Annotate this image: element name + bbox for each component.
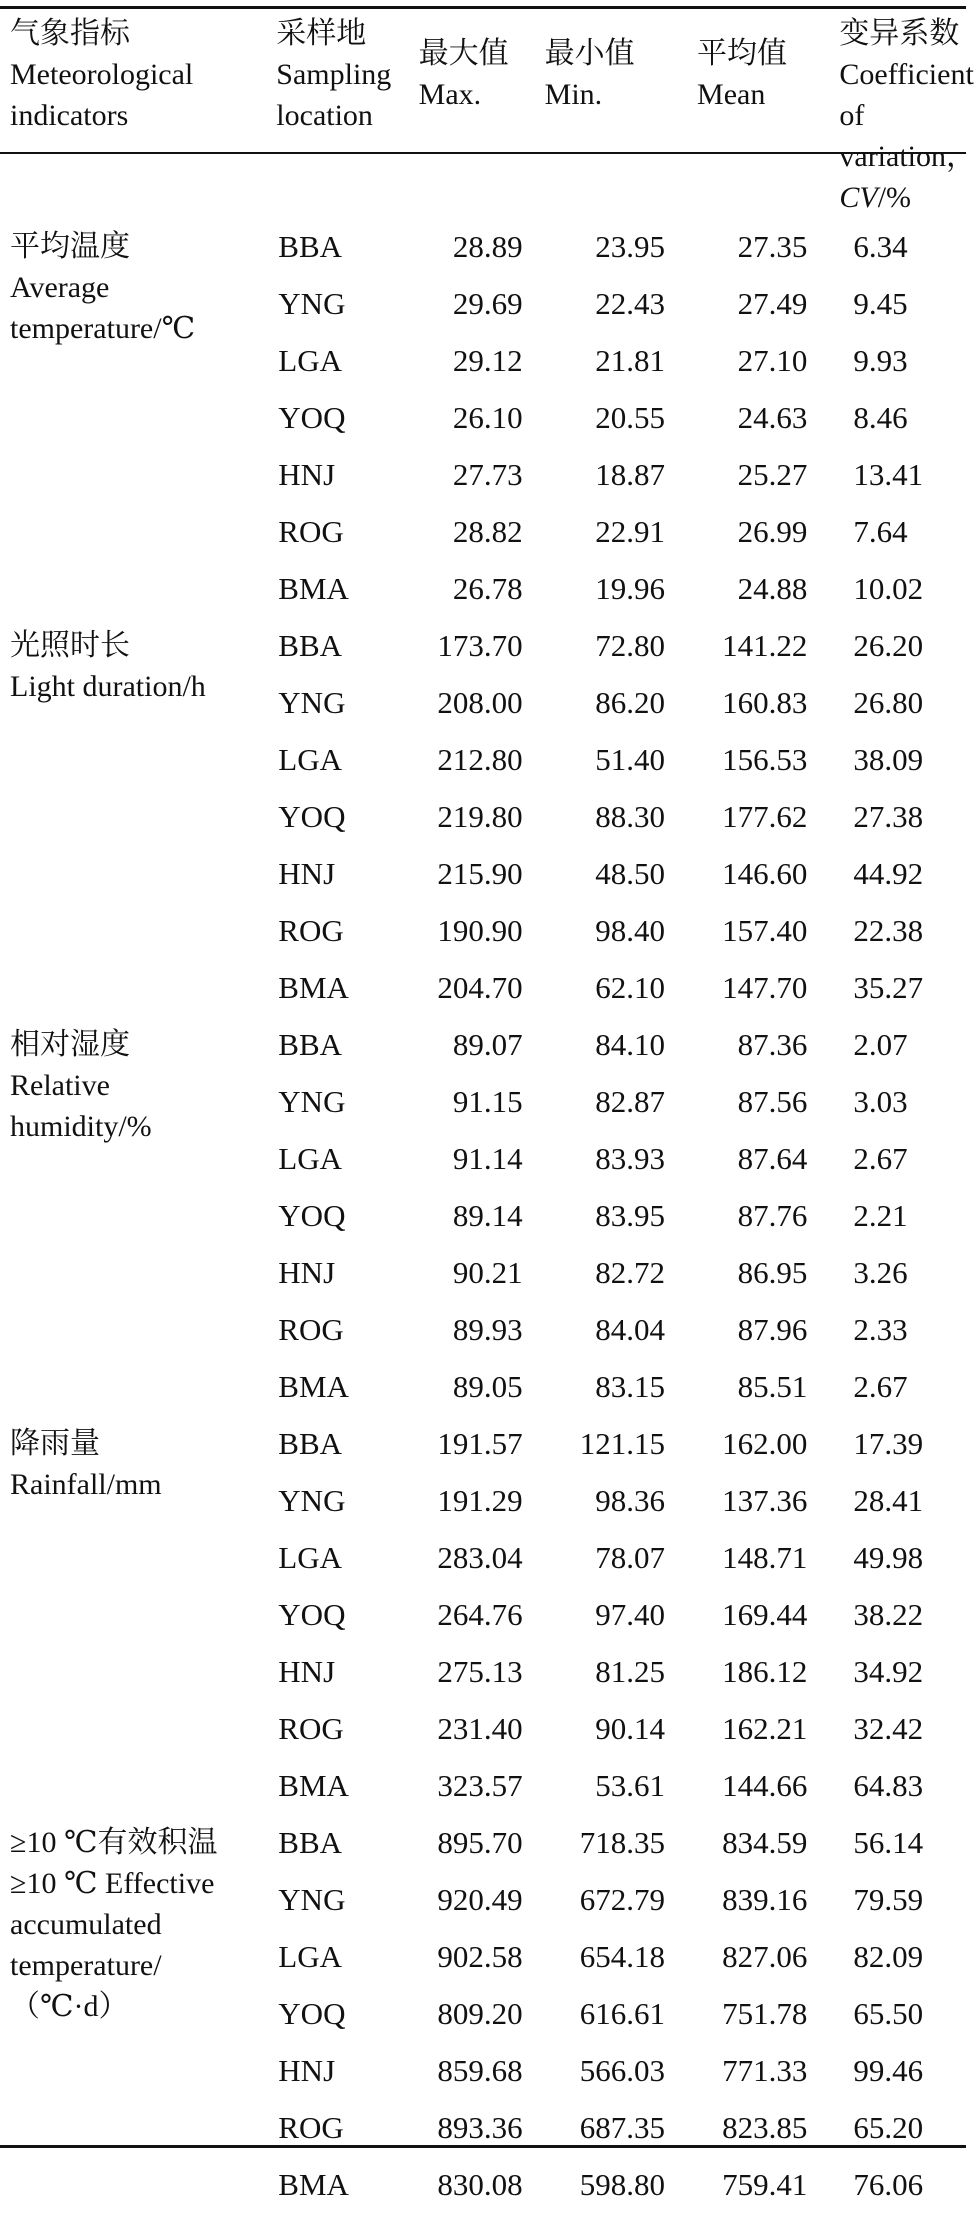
min-value-cell: 23.95 <box>595 229 666 264</box>
max-value-cell: 173.70 <box>437 628 523 663</box>
site-cell: BMA <box>278 1369 349 1404</box>
site-cell: YNG <box>278 685 346 720</box>
mean-value-cell: 834.59 <box>722 1825 808 1860</box>
header-mean-en: Mean <box>697 78 766 111</box>
site-cell: LGA <box>278 742 343 777</box>
min-value-cell: 62.10 <box>595 970 666 1005</box>
mean-value-cell: 26.99 <box>737 514 808 549</box>
header-cv-abbrev: CV <box>839 181 878 214</box>
max-value-cell: 902.58 <box>437 1939 523 1974</box>
mean-value-cell: 751.78 <box>722 1996 808 2031</box>
max-value-cell: 26.78 <box>452 571 523 606</box>
indicator-cell <box>0 617 276 1016</box>
mean-value-cell: 144.66 <box>722 1768 808 1803</box>
max-value-cell: 212.80 <box>437 742 523 777</box>
max-value-cell: 190.90 <box>437 913 523 948</box>
table-row <box>0 617 966 674</box>
min-value-cell: 84.10 <box>595 1027 666 1062</box>
min-value-cell: 83.15 <box>595 1369 666 1404</box>
table-row <box>0 1415 966 1472</box>
site-cell: BMA <box>278 2167 349 2202</box>
max-value-cell: 859.68 <box>437 2053 523 2088</box>
mean-value-cell: 186.12 <box>722 1654 808 1689</box>
cv-value-cell: 27.38 <box>853 799 924 834</box>
site-cell: BBA <box>278 229 343 264</box>
max-value-cell: 27.73 <box>452 457 523 492</box>
indicator-name-zh: 光照时长 <box>10 629 130 662</box>
cv-value-cell: 65.50 <box>853 1996 924 2031</box>
cv-value-cell: 65.20 <box>853 2110 924 2145</box>
mean-value-cell: 87.76 <box>737 1198 808 1233</box>
max-value-cell: 204.70 <box>437 970 523 1005</box>
site-cell: ROG <box>278 1711 344 1746</box>
min-value-cell: 78.07 <box>595 1540 666 1575</box>
cv-value-cell: 26.80 <box>853 685 924 720</box>
mean-value-cell: 177.62 <box>722 799 808 834</box>
site-cell: BMA <box>278 571 349 606</box>
max-value-cell: 323.57 <box>437 1768 523 1803</box>
indicator-cell <box>0 218 276 617</box>
cv-value-cell: 26.20 <box>853 628 924 663</box>
site-cell: HNJ <box>278 457 336 492</box>
indicator-cell <box>0 1016 276 1415</box>
cv-value-cell: 82.09 <box>853 1939 924 1974</box>
max-value-cell: 809.20 <box>437 1996 523 2031</box>
indicator-name-en: ≥10 ℃ Effective accumulated temperature/ （℃·d） <box>10 1867 215 2023</box>
min-value-cell: 18.87 <box>595 457 666 492</box>
min-value-cell: 566.03 <box>579 2053 666 2088</box>
site-cell: ROG <box>278 2110 344 2145</box>
min-value-cell: 90.14 <box>595 1711 666 1746</box>
header-cv-en-line1: Coefficient of <box>839 58 974 132</box>
max-value-cell: 191.57 <box>437 1426 523 1461</box>
min-value-cell: 72.80 <box>595 628 666 663</box>
min-value-cell: 98.36 <box>595 1483 666 1518</box>
indicator-name-zh: 平均温度 <box>10 230 130 263</box>
cv-value-cell: 38.22 <box>853 1597 924 1632</box>
min-value-cell: 19.96 <box>595 571 666 606</box>
header-cv-unit: /% <box>877 181 912 214</box>
mean-value-cell: 27.49 <box>737 286 808 321</box>
mean-value-cell: 162.21 <box>722 1711 808 1746</box>
cv-value-cell: 17.39 <box>853 1426 924 1461</box>
site-cell: YNG <box>278 1084 346 1119</box>
mean-value-cell: 27.35 <box>737 229 808 264</box>
mean-value-cell: 141.22 <box>722 628 808 663</box>
mean-value-cell: 137.36 <box>722 1483 808 1518</box>
max-value-cell: 90.21 <box>452 1255 523 1290</box>
header-site-zh: 采样地 <box>276 17 367 50</box>
cv-value-cell: 44.92 <box>853 856 924 891</box>
cv-value-cell: 2.67 <box>853 1141 908 1176</box>
site-cell: LGA <box>278 1141 343 1176</box>
min-value-cell: 20.55 <box>595 400 666 435</box>
mean-value-cell: 25.27 <box>737 457 808 492</box>
min-value-cell: 82.72 <box>595 1255 666 1290</box>
min-value-cell: 672.79 <box>579 1882 666 1917</box>
cv-value-cell: 9.93 <box>853 343 908 378</box>
mean-value-cell: 147.70 <box>722 970 808 1005</box>
header-cv <box>819 9 976 218</box>
header-max <box>419 9 535 218</box>
min-value-cell: 121.15 <box>579 1426 666 1461</box>
header-row <box>0 9 966 218</box>
cv-value-cell: 64.83 <box>853 1768 924 1803</box>
mean-value-cell: 27.10 <box>737 343 808 378</box>
min-value-cell: 97.40 <box>595 1597 666 1632</box>
mean-value-cell: 157.40 <box>722 913 808 948</box>
max-value-cell: 920.49 <box>437 1882 523 1917</box>
mean-value-cell: 156.53 <box>722 742 808 777</box>
cv-value-cell: 8.46 <box>853 400 908 435</box>
cv-value-cell: 22.38 <box>853 913 924 948</box>
site-cell: BBA <box>278 1027 343 1062</box>
max-value-cell: 219.80 <box>437 799 523 834</box>
site-cell: LGA <box>278 1540 343 1575</box>
site-cell: BMA <box>278 1768 349 1803</box>
indicator-name-zh: ≥10 ℃有效积温 <box>10 1826 218 1859</box>
site-cell: YOQ <box>278 1996 346 2031</box>
max-value-cell: 26.10 <box>452 400 523 435</box>
cv-value-cell: 28.41 <box>853 1483 924 1518</box>
cv-value-cell: 79.59 <box>853 1882 924 1917</box>
site-cell: HNJ <box>278 856 336 891</box>
min-value-cell: 83.93 <box>595 1141 666 1176</box>
indicator-name-en: Average temperature/℃ <box>10 271 196 345</box>
cv-value-cell: 3.26 <box>853 1255 908 1290</box>
max-value-cell: 89.93 <box>452 1312 523 1347</box>
mean-value-cell: 839.16 <box>722 1882 808 1917</box>
mean-value-cell: 823.85 <box>722 2110 808 2145</box>
cv-value-cell: 38.09 <box>853 742 924 777</box>
cv-value-cell: 2.33 <box>853 1312 908 1347</box>
max-value-cell: 89.05 <box>452 1369 523 1404</box>
min-value-cell: 86.20 <box>595 685 666 720</box>
header-cv-en-line2 <box>839 136 976 218</box>
cv-value-cell: 2.21 <box>853 1198 908 1233</box>
cv-value-cell: 13.41 <box>853 457 924 492</box>
max-value-cell: 893.36 <box>437 2110 523 2145</box>
max-value-cell: 830.08 <box>437 2167 523 2202</box>
mean-value-cell: 169.44 <box>722 1597 808 1632</box>
min-value-cell: 598.80 <box>579 2167 666 2202</box>
max-value-cell: 215.90 <box>437 856 523 891</box>
site-cell: ROG <box>278 514 344 549</box>
mean-value-cell: 86.95 <box>737 1255 808 1290</box>
min-value-cell: 82.87 <box>595 1084 666 1119</box>
min-value-cell: 51.40 <box>595 742 666 777</box>
site-cell: YOQ <box>278 1198 346 1233</box>
site-cell: YOQ <box>278 400 346 435</box>
max-value-cell: 208.00 <box>437 685 523 720</box>
min-value-cell: 83.95 <box>595 1198 666 1233</box>
cv-value-cell: 2.67 <box>853 1369 908 1404</box>
table-row <box>0 1814 966 1871</box>
max-value-cell: 29.12 <box>452 343 523 378</box>
header-site-en-line2: location <box>276 99 373 132</box>
mean-value-cell: 87.96 <box>737 1312 808 1347</box>
header-min-zh: 最小值 <box>544 37 635 70</box>
min-value-cell: 616.61 <box>579 1996 666 2031</box>
cv-value-cell: 99.46 <box>853 2053 924 2088</box>
mean-value-cell: 87.56 <box>737 1084 808 1119</box>
header-site <box>276 9 418 218</box>
cv-value-cell: 56.14 <box>853 1825 924 1860</box>
max-value-cell: 264.76 <box>437 1597 523 1632</box>
site-cell: HNJ <box>278 2053 336 2088</box>
indicator-name-en: Light duration/h <box>10 670 206 703</box>
site-cell: LGA <box>278 1939 343 1974</box>
site-cell: YNG <box>278 286 346 321</box>
site-cell: BMA <box>278 970 349 1005</box>
min-value-cell: 687.35 <box>579 2110 666 2145</box>
site-cell: LGA <box>278 343 343 378</box>
min-value-cell: 21.81 <box>595 343 666 378</box>
meteorological-indicators-table <box>0 9 976 2213</box>
header-mean <box>677 9 819 218</box>
cv-value-cell: 10.02 <box>853 571 924 606</box>
site-cell: BBA <box>278 1426 343 1461</box>
max-value-cell: 89.14 <box>452 1198 523 1233</box>
site-cell: HNJ <box>278 1255 336 1290</box>
cv-value-cell: 6.34 <box>853 229 908 264</box>
mean-value-cell: 146.60 <box>722 856 808 891</box>
site-cell: YOQ <box>278 1597 346 1632</box>
min-value-cell: 98.40 <box>595 913 666 948</box>
header-indicator-zh: 气象指标 <box>10 17 130 50</box>
max-value-cell: 29.69 <box>452 286 523 321</box>
max-value-cell: 28.82 <box>452 514 523 549</box>
cv-value-cell: 32.42 <box>853 1711 924 1746</box>
mean-value-cell: 827.06 <box>722 1939 808 1974</box>
header-cv-zh: 变异系数 <box>839 17 960 50</box>
header-cv-en-prefix: variation， <box>839 140 976 173</box>
header-min-en: Min. <box>544 78 603 111</box>
header-indicator-en-line1: Meteorological <box>10 58 194 91</box>
site-cell: ROG <box>278 1312 344 1347</box>
header-mean-zh: 平均值 <box>697 37 788 70</box>
indicator-name-en: Rainfall/mm <box>10 1468 162 1501</box>
mean-value-cell: 87.36 <box>737 1027 808 1062</box>
indicator-name-zh: 降雨量 <box>10 1427 100 1460</box>
site-cell: ROG <box>278 913 344 948</box>
min-value-cell: 88.30 <box>595 799 666 834</box>
min-value-cell: 81.25 <box>595 1654 666 1689</box>
min-value-cell: 53.61 <box>595 1768 666 1803</box>
mean-value-cell: 759.41 <box>722 2167 808 2202</box>
max-value-cell: 231.40 <box>437 1711 523 1746</box>
min-value-cell: 718.35 <box>579 1825 666 1860</box>
site-cell: YNG <box>278 1483 346 1518</box>
mean-value-cell: 24.63 <box>737 400 808 435</box>
header-max-zh: 最大值 <box>418 37 509 70</box>
indicator-cell <box>0 1415 276 1814</box>
max-value-cell: 91.15 <box>452 1084 523 1119</box>
max-value-cell: 28.89 <box>452 229 523 264</box>
header-max-en: Max. <box>418 78 482 111</box>
cv-value-cell: 7.64 <box>853 514 908 549</box>
header-site-en-line1: Sampling <box>276 58 392 91</box>
mean-value-cell: 87.64 <box>737 1141 808 1176</box>
indicator-name-zh: 相对湿度 <box>10 1028 130 1061</box>
cv-value-cell: 9.45 <box>853 286 908 321</box>
header-min <box>535 9 677 218</box>
cv-value-cell: 35.27 <box>853 970 924 1005</box>
mean-value-cell: 162.00 <box>722 1426 808 1461</box>
cv-value-cell: 49.98 <box>853 1540 924 1575</box>
table-body <box>0 218 966 2213</box>
cv-value-cell: 34.92 <box>853 1654 924 1689</box>
mean-value-cell: 160.83 <box>722 685 808 720</box>
max-value-cell: 275.13 <box>437 1654 523 1689</box>
max-value-cell: 283.04 <box>437 1540 523 1575</box>
min-value-cell: 48.50 <box>595 856 666 891</box>
mean-value-cell: 148.71 <box>722 1540 808 1575</box>
site-cell: YOQ <box>278 799 346 834</box>
min-value-cell: 22.43 <box>595 286 666 321</box>
table-header <box>0 9 976 218</box>
cv-value-cell: 3.03 <box>853 1084 908 1119</box>
max-value-cell: 895.70 <box>437 1825 523 1860</box>
mean-value-cell: 24.88 <box>737 571 808 606</box>
max-value-cell: 91.14 <box>452 1141 523 1176</box>
table-row <box>0 1016 966 1073</box>
site-cell: HNJ <box>278 1654 336 1689</box>
indicator-cell <box>0 1814 276 2213</box>
max-value-cell: 89.07 <box>452 1027 523 1062</box>
header-indicator <box>0 9 276 218</box>
site-cell: BBA <box>278 628 343 663</box>
cv-value-cell: 2.07 <box>853 1027 908 1062</box>
indicator-name-en: Relative humidity/% <box>10 1069 152 1143</box>
min-value-cell: 654.18 <box>579 1939 666 1974</box>
site-cell: YNG <box>278 1882 346 1917</box>
site-cell: BBA <box>278 1825 343 1860</box>
min-value-cell: 84.04 <box>595 1312 666 1347</box>
max-value-cell: 191.29 <box>437 1483 523 1518</box>
mean-value-cell: 771.33 <box>722 2053 808 2088</box>
cv-value-cell: 76.06 <box>853 2167 924 2202</box>
header-indicator-en-line2: indicators <box>10 99 129 132</box>
min-value-cell: 22.91 <box>595 514 666 549</box>
table-row <box>0 218 966 275</box>
mean-value-cell: 85.51 <box>737 1369 808 1404</box>
